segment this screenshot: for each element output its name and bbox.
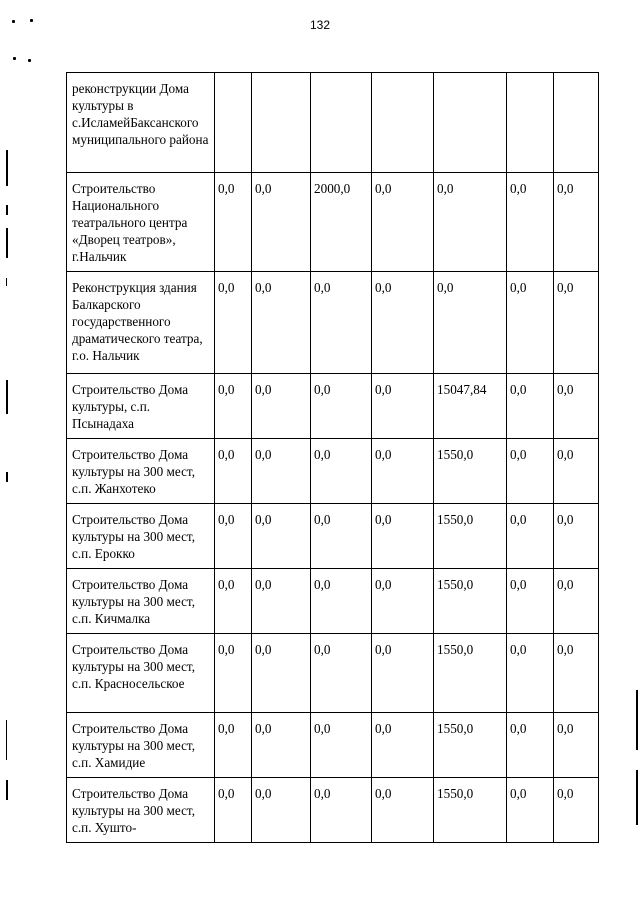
value-cell: 0,0	[554, 504, 599, 569]
object-name-cell: Строительство Дома культуры на 300 мест, с.п. Хамидие	[67, 713, 215, 778]
value-cell: 0,0	[554, 778, 599, 843]
value-cell: 0,0	[372, 374, 434, 439]
value-cell: 0,0	[554, 173, 599, 272]
scan-artifact	[28, 59, 31, 62]
value-cell: 0,0	[252, 634, 311, 713]
value-cell: 0,0	[554, 439, 599, 504]
object-name-cell: реконструкции Дома культуры в с.ИсламейБаксанского муниципального района	[67, 73, 215, 173]
page-number: 132	[309, 18, 331, 32]
value-cell: 0,0	[215, 173, 252, 272]
table-row	[67, 713, 599, 778]
value-cell: 0,0	[215, 713, 252, 778]
budget-table	[66, 72, 599, 843]
value-cell: 0,0	[507, 504, 554, 569]
value-cell: 0,0	[372, 504, 434, 569]
scan-artifact	[636, 770, 638, 825]
value-cell: 0,0	[372, 713, 434, 778]
scan-artifact	[6, 205, 8, 215]
table-row	[67, 73, 599, 173]
object-name-cell: Строительство Дома культуры на 300 мест, с.п. Ерокко	[67, 504, 215, 569]
scan-artifact	[6, 380, 8, 414]
value-cell: 1550,0	[434, 713, 507, 778]
value-cell	[215, 73, 252, 173]
value-cell: 0,0	[215, 569, 252, 634]
value-cell: 0,0	[252, 504, 311, 569]
value-cell: 1550,0	[434, 504, 507, 569]
value-cell: 0,0	[311, 439, 372, 504]
object-name-cell: Реконструкция здания Балкарского государственного драматического театра, г.о. Нальчик	[67, 272, 215, 374]
scan-artifact	[13, 57, 16, 60]
value-cell: 0,0	[372, 569, 434, 634]
value-cell: 0,0	[311, 713, 372, 778]
value-cell: 1550,0	[434, 778, 507, 843]
value-cell	[311, 73, 372, 173]
value-cell: 0,0	[215, 778, 252, 843]
value-cell: 0,0	[215, 272, 252, 374]
scan-artifact	[6, 720, 7, 760]
value-cell: 0,0	[372, 272, 434, 374]
scan-artifact	[6, 150, 8, 186]
table-row	[67, 374, 599, 439]
value-cell: 0,0	[507, 778, 554, 843]
value-cell	[434, 73, 507, 173]
value-cell: 0,0	[507, 569, 554, 634]
value-cell	[507, 73, 554, 173]
value-cell: 0,0	[252, 173, 311, 272]
value-cell	[372, 73, 434, 173]
table-row	[67, 569, 599, 634]
value-cell: 0,0	[311, 634, 372, 713]
value-cell: 0,0	[372, 778, 434, 843]
value-cell: 0,0	[507, 173, 554, 272]
value-cell: 15047,84	[434, 374, 507, 439]
object-name-cell: Строительство Дома культуры на 300 мест, с.п. Красносельское	[67, 634, 215, 713]
value-cell: 0,0	[372, 439, 434, 504]
value-cell: 0,0	[311, 569, 372, 634]
object-name-cell: Строительство Дома культуры на 300 мест, с.п. Жанхотеко	[67, 439, 215, 504]
scan-artifact	[12, 20, 15, 23]
value-cell: 0,0	[311, 374, 372, 439]
value-cell	[554, 73, 599, 173]
value-cell: 0,0	[554, 713, 599, 778]
table-row	[67, 439, 599, 504]
value-cell: 0,0	[507, 374, 554, 439]
scan-artifact	[6, 228, 8, 258]
value-cell: 0,0	[252, 713, 311, 778]
table-row	[67, 173, 599, 272]
value-cell: 0,0	[434, 173, 507, 272]
value-cell: 0,0	[252, 778, 311, 843]
table-row	[67, 272, 599, 374]
table-body	[67, 73, 599, 843]
value-cell: 0,0	[215, 634, 252, 713]
value-cell: 0,0	[252, 272, 311, 374]
scan-artifact	[6, 278, 7, 286]
table-row	[67, 634, 599, 713]
scan-artifact	[6, 780, 8, 800]
value-cell: 1550,0	[434, 439, 507, 504]
object-name-cell: Строительство Дома культуры, с.п. Псынадаха	[67, 374, 215, 439]
value-cell: 0,0	[372, 634, 434, 713]
value-cell: 0,0	[434, 272, 507, 374]
value-cell: 0,0	[372, 173, 434, 272]
object-name-cell: Строительство Дома культуры на 300 мест, с.п. Кичмалка	[67, 569, 215, 634]
value-cell: 0,0	[507, 439, 554, 504]
value-cell: 0,0	[252, 569, 311, 634]
value-cell: 0,0	[215, 439, 252, 504]
value-cell: 0,0	[311, 504, 372, 569]
value-cell: 0,0	[554, 374, 599, 439]
scan-artifact	[636, 690, 638, 750]
scan-artifact	[6, 472, 8, 482]
value-cell: 0,0	[311, 778, 372, 843]
object-name-cell: Строительство Дома культуры на 300 мест, с.п. Хушто-	[67, 778, 215, 843]
value-cell: 0,0	[507, 634, 554, 713]
scan-artifact	[30, 19, 33, 22]
value-cell: 0,0	[507, 713, 554, 778]
value-cell: 0,0	[311, 272, 372, 374]
value-cell: 0,0	[554, 569, 599, 634]
value-cell: 0,0	[554, 634, 599, 713]
value-cell: 1550,0	[434, 569, 507, 634]
value-cell: 0,0	[507, 272, 554, 374]
value-cell: 0,0	[215, 504, 252, 569]
value-cell: 1550,0	[434, 634, 507, 713]
value-cell: 0,0	[252, 439, 311, 504]
value-cell: 0,0	[215, 374, 252, 439]
table-row	[67, 504, 599, 569]
object-name-cell: Строительство Национального театрального центра «Дворец театров», г.Нальчик	[67, 173, 215, 272]
value-cell: 2000,0	[311, 173, 372, 272]
value-cell: 0,0	[252, 374, 311, 439]
table-row	[67, 778, 599, 843]
value-cell	[252, 73, 311, 173]
value-cell: 0,0	[554, 272, 599, 374]
